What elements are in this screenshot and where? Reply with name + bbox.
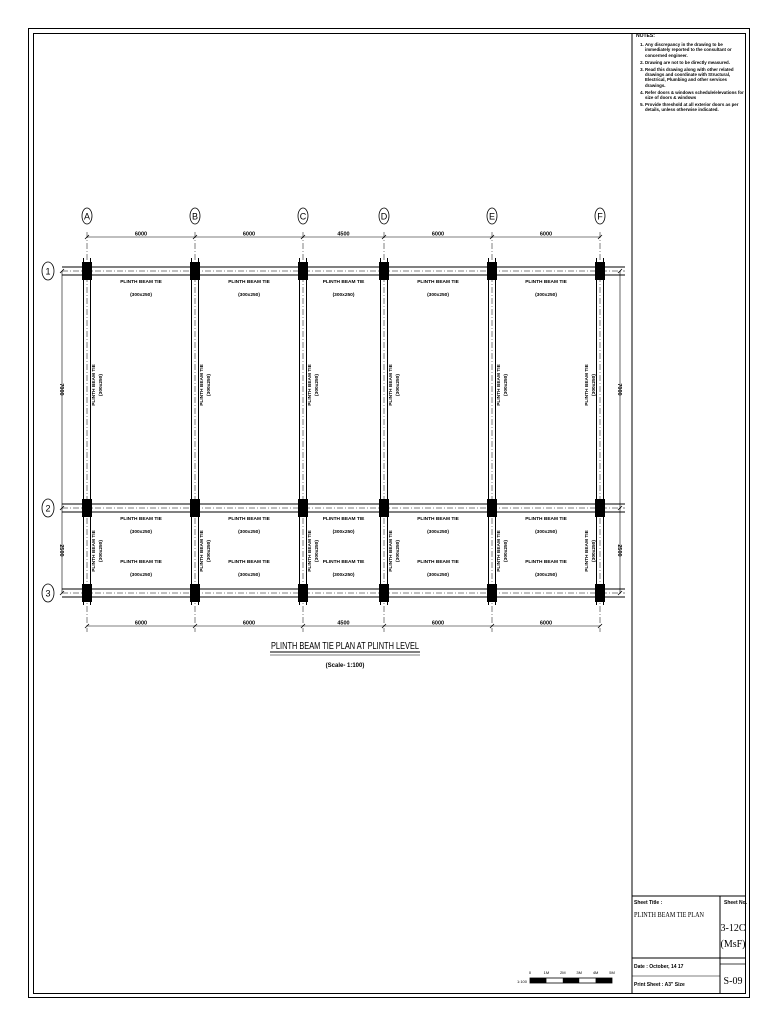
dimension-label: 6000 [134,231,148,238]
beam-label-vertical: PLINTH BEAM TIE [585,364,590,406]
beam-label-horizontal: PLINTH BEAM TIE [228,517,270,522]
dimension-label: 6000 [539,620,553,627]
sheet-number: S-09 [723,976,743,987]
grid-label-column: C [299,211,307,222]
beam-size-horizontal: (300x250) [130,573,152,578]
beam-label-horizontal: PLINTH BEAM TIE [417,280,459,285]
dimension-label: 6000 [134,620,148,627]
beam-size-vertical: (300x250) [315,374,320,396]
column [298,584,308,602]
grid-label-column: A [83,211,91,222]
column [379,499,389,517]
beam-label-horizontal: PLINTH BEAM TIE [525,517,567,522]
dimension-label: 6000 [242,231,256,238]
beam-size-vertical: (300x250) [99,540,104,562]
beam-size-horizontal: (300x250) [238,530,260,535]
column [595,584,605,602]
beam-size-horizontal: (300x250) [238,293,260,298]
beam-label-horizontal: PLINTH BEAM TIE [322,560,365,565]
beam-label-vertical: PLINTH BEAM TIE [200,364,205,406]
beam-size-vertical: (300x250) [207,540,212,562]
beam-size-horizontal: (300x250) [332,293,355,298]
scale-bar [517,970,615,984]
beam-label-horizontal: PLINTH BEAM TIE [417,560,459,565]
dimension-label: 2500 [616,544,622,557]
column [190,499,200,517]
beam-size-horizontal: (300x250) [427,293,449,298]
beam-size-horizontal: (300x250) [535,530,557,535]
beam-size-vertical: (300x250) [396,374,401,396]
column [487,499,497,517]
column [190,584,200,602]
dimension-label: 4500 [337,231,350,238]
beam-size-vertical: (300x250) [99,374,104,396]
sheet-title-label: Sheet Title : [634,900,663,906]
column [298,499,308,517]
beam-label-horizontal: PLINTH BEAM TIE [228,280,270,285]
column [487,262,497,280]
column [595,262,605,280]
beam-size-vertical: (300x250) [396,540,401,562]
grid-label-column: D [380,211,388,222]
beam-size-horizontal: (300x250) [535,573,557,578]
beam-label-vertical: PLINTH BEAM TIE [92,364,97,406]
beam-label-horizontal: PLINTH BEAM TIE [322,517,365,522]
beam-label-vertical: PLINTH BEAM TIE [585,530,590,572]
scale-tick: 3M [576,970,582,975]
scale-tick: 1M [543,970,550,975]
dimension-label: 6000 [242,620,256,627]
sheet-date: Date : October, 14 17 [634,964,684,970]
grid-label-column: E [488,211,496,222]
column [379,584,389,602]
scale-tick: 4M [592,970,599,975]
sheet-title: PLINTH BEAM TIE PLAN [634,911,704,919]
beam-label-horizontal: PLINTH BEAM TIE [120,517,162,522]
column [82,262,92,280]
beam-size-vertical: (300x250) [592,540,597,562]
dimension-label: 2500 [58,544,64,557]
beam-size-horizontal: (300x250) [427,573,449,578]
grid-label-row: 2 [45,503,51,514]
beam-size-vertical: (300x250) [207,374,212,396]
beam-label-horizontal: PLINTH BEAM TIE [120,280,162,285]
beam-label-vertical: PLINTH BEAM TIE [308,364,313,406]
beam-label-vertical: PLINTH BEAM TIE [389,364,394,406]
column [190,262,200,280]
beam-label-horizontal: PLINTH BEAM TIE [120,560,162,565]
grid-label-row: 3 [45,588,51,599]
column [487,584,497,602]
beam-size-vertical: (300x250) [504,540,509,562]
beam-size-horizontal: (300x250) [332,530,355,535]
notes-heading: NOTES: [636,33,655,39]
beam-label-vertical: PLINTH BEAM TIE [497,530,502,572]
dimension-label: 7000 [616,383,622,396]
column [595,499,605,517]
dimension-label: 7000 [58,383,64,396]
dimension-label: 4500 [337,620,350,627]
dimension-label: 6000 [431,620,445,627]
plan-title: PLINTH BEAM TIE PLAN AT PLINTH LEVEL [271,640,420,652]
beam-label-horizontal: PLINTH BEAM TIE [417,517,459,522]
beam-label-horizontal: PLINTH BEAM TIE [525,560,567,565]
beam-label-vertical: PLINTH BEAM TIE [389,530,394,572]
note-item: 4. Refer doors & windows schedule/elevations for size of doors & windows [645,90,746,100]
grid-label-row: 1 [45,266,51,277]
beam-label-vertical: PLINTH BEAM TIE [200,530,205,572]
column [82,499,92,517]
beam-size-horizontal: (300x250) [130,293,152,298]
note-item: 2. Drawing are not to be directly measured. [645,60,746,65]
beam-label-vertical: PLINTH BEAM TIE [308,530,313,572]
column [82,584,92,602]
plan-scale: (Scale- 1:100) [325,663,365,669]
grid-label-column: B [191,211,199,222]
beam-label-horizontal: PLINTH BEAM TIE [228,560,270,565]
sheet-code: 3-12C [720,923,746,934]
dimension-label: 6000 [539,231,553,238]
dimension-label: 6000 [431,231,445,238]
scale-ratio: 1:100 [516,979,527,984]
title-block [632,896,748,994]
beam-size-vertical: (300x250) [315,540,320,562]
beam-size-horizontal: (300x250) [535,293,557,298]
scale-tick: 2M [560,970,566,975]
beam-label-horizontal: PLINTH BEAM TIE [322,280,365,285]
scale-tick: 5M [609,970,615,975]
print-sheet: Print Sheet : A3" Size [634,982,685,988]
beam-size-horizontal: (300x250) [427,530,449,535]
column [298,262,308,280]
beam-size-vertical: (300x250) [504,374,509,396]
note-item: 3. Read this drawing along with other related drawings and coordinate with Structural, Electrical, Plumbing and other services drawings. [645,67,746,88]
beam-size-vertical: (300x250) [592,374,597,396]
grid-label-column: F [597,211,603,222]
sheet-code-sub: (MsF) [720,939,746,950]
sheet-no-label: Sheet No. [724,900,748,906]
note-item: 5. Provide threshold at all exterior doors as per details, unless otherwise indicated. [645,102,746,112]
beam-size-horizontal: (300x250) [130,530,152,535]
beam-size-horizontal: (300x250) [332,573,355,578]
column [379,262,389,280]
note-item: 1. Any discrepancy in the drawing to be immediately reported to the consultant or concerned engineer. [645,42,746,58]
scale-tick: 0 [528,970,532,975]
beam-label-vertical: PLINTH BEAM TIE [497,364,502,406]
beam-label-horizontal: PLINTH BEAM TIE [525,280,567,285]
beam-label-vertical: PLINTH BEAM TIE [92,530,97,572]
beam-size-horizontal: (300x250) [238,573,260,578]
